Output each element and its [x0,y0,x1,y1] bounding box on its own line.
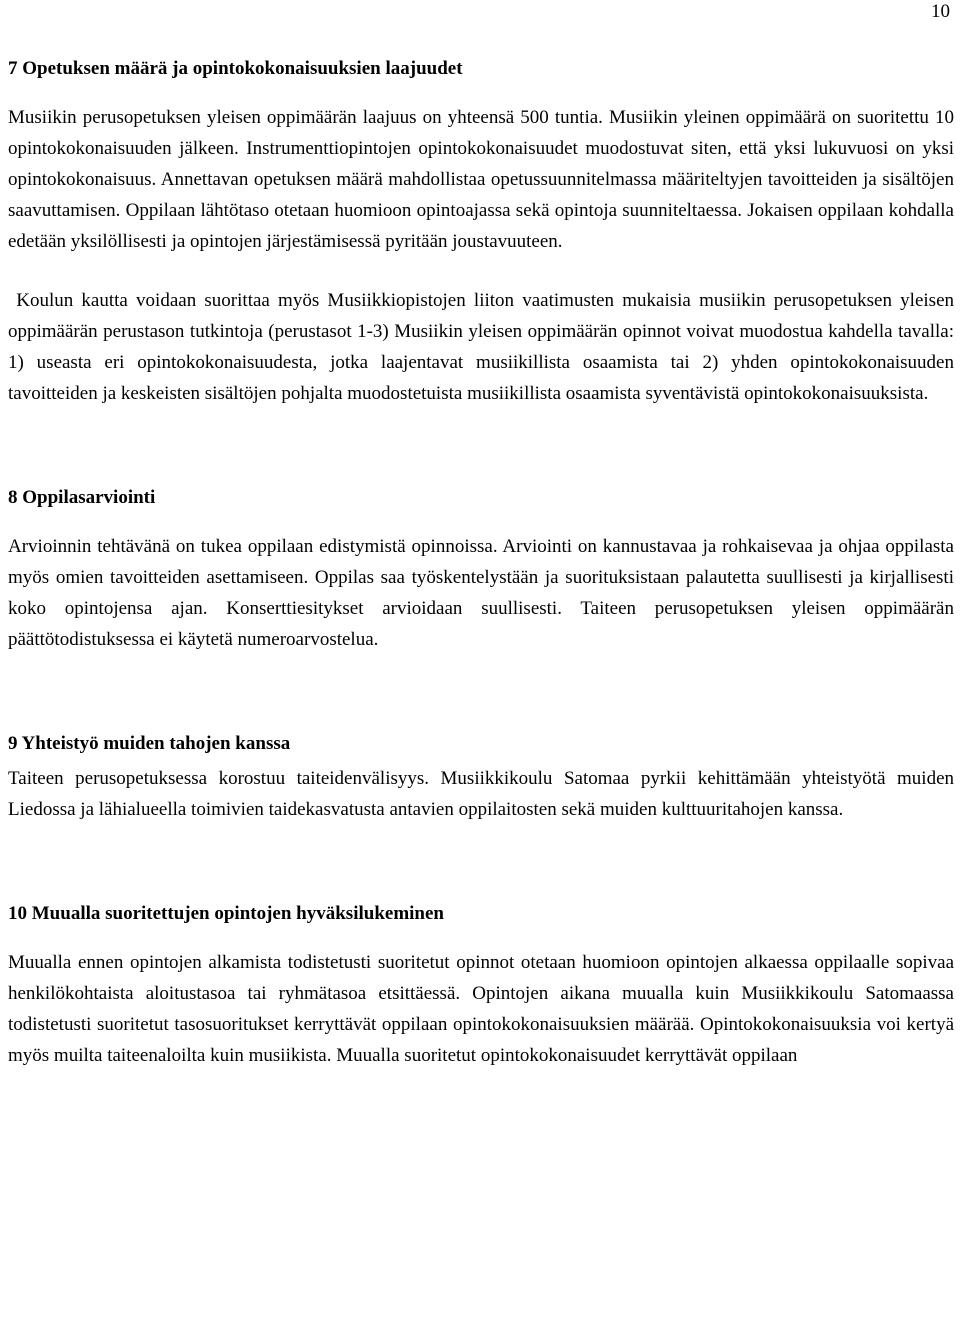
section-8 [8,483,954,655]
paragraph: Musiikin perusopetuksen yleisen oppimäärän laajuus on yhteensä 500 tuntia. Musiikin yleinen oppimäärä on suoritettu 10 opintokokonaisuuden jälkeen. Instrumenttiopintojen opintokokonaisuudet muodostuvat siten, että yksi lukuvuosi on yksi opintokokonaisuus. Annettavan opetuksen määrä mahdollistaa opetussuunnitelmassa määriteltyjen tavoitteiden ja sisältöjen saavuttamisen. Oppilaan lähtötaso otetaan huomioon opintoajassa sekä opintoja suunniteltaessa. Jokaisen oppilaan kohdalla edetään yksilöllisesti ja opintojen järjestämisessä pyritään joustavuuteen. [8,107,954,252]
section-heading: 8 Oppilasarviointi [8,487,156,508]
section-10 [8,899,954,1071]
page-number: 10 [931,1,950,22]
section-heading: 9 Yhteistyö muiden tahojen kanssa [8,733,291,754]
section-7 [8,54,959,409]
paragraph: Koulun kautta voidaan suorittaa myös Musiikkiopistojen liiton vaatimusten mukaisia musiikin perusopetuksen yleisen oppimäärän perustason tutkintoja (perustasot 1-3) Musiikin yleisen oppimäärän opinnot voivat muodostua kahdella tavalla: 1) useasta eri opintokokonaisuudesta, jotka laajentavat musiikillista osaamista tai 2) yhden opintokokonaisuuden tavoitteiden ja keskeisten sisältöjen pohjalta muodostetuista musiikillista osaamista syventävistä opintokokonaisuuksista. [8,290,959,404]
section-9 [8,729,954,825]
paragraph: Muualla ennen opintojen alkamista todistetusti suoritetut opinnot otetaan huomioon opintojen alkaessa oppilaalle sopivaa henkilökohtaista aloitustasoa tai ryhmätasoa etsittäessä. Opintojen aikana muualla kuin Musiikkikoulu Satomaassa todistetusti suoritetut tasosuoritukset kerryttävät oppilaan opintokokonaisuuksien määrää. Opintokokonaisuuksia voi kertyä myös muilta taiteenaloilta kuin musiikista. Muualla suoritetut opintokokonaisuudet kerryttävät oppilaan [8,952,954,1066]
paragraph: Arvioinnin tehtävänä on tukea oppilaan edistymistä opinnoissa. Arviointi on kannustavaa ja rohkaisevaa ja ohjaa oppilasta myös omien tavoitteiden asettamiseen. Oppilas saa työskentelystään ja suorituksistaan palautetta suullisesti ja kirjallisesti koko opintojensa ajan. Konserttiesitykset arvioidaan suullisesti. Taiteen perusopetuksen yleisen oppimäärän päättötodistuksessa ei käytetä numeroarvostelua. [8,536,954,650]
section-heading: 7 Opetuksen määrä ja opintokokonaisuuksien laajuudet [8,58,463,79]
document-body [8,54,959,1071]
section-heading: 10 Muualla suoritettujen opintojen hyväksilukeminen [8,903,444,924]
paragraph: Taiteen perusopetuksessa korostuu taiteidenvälisyys. Musiikkikoulu Satomaa pyrkii kehittämään yhteistyötä muiden Liedossa ja lähialueella toimivien taidekasvatusta antavien oppilaitosten sekä muiden kulttuuritahojen kanssa. [8,768,954,820]
